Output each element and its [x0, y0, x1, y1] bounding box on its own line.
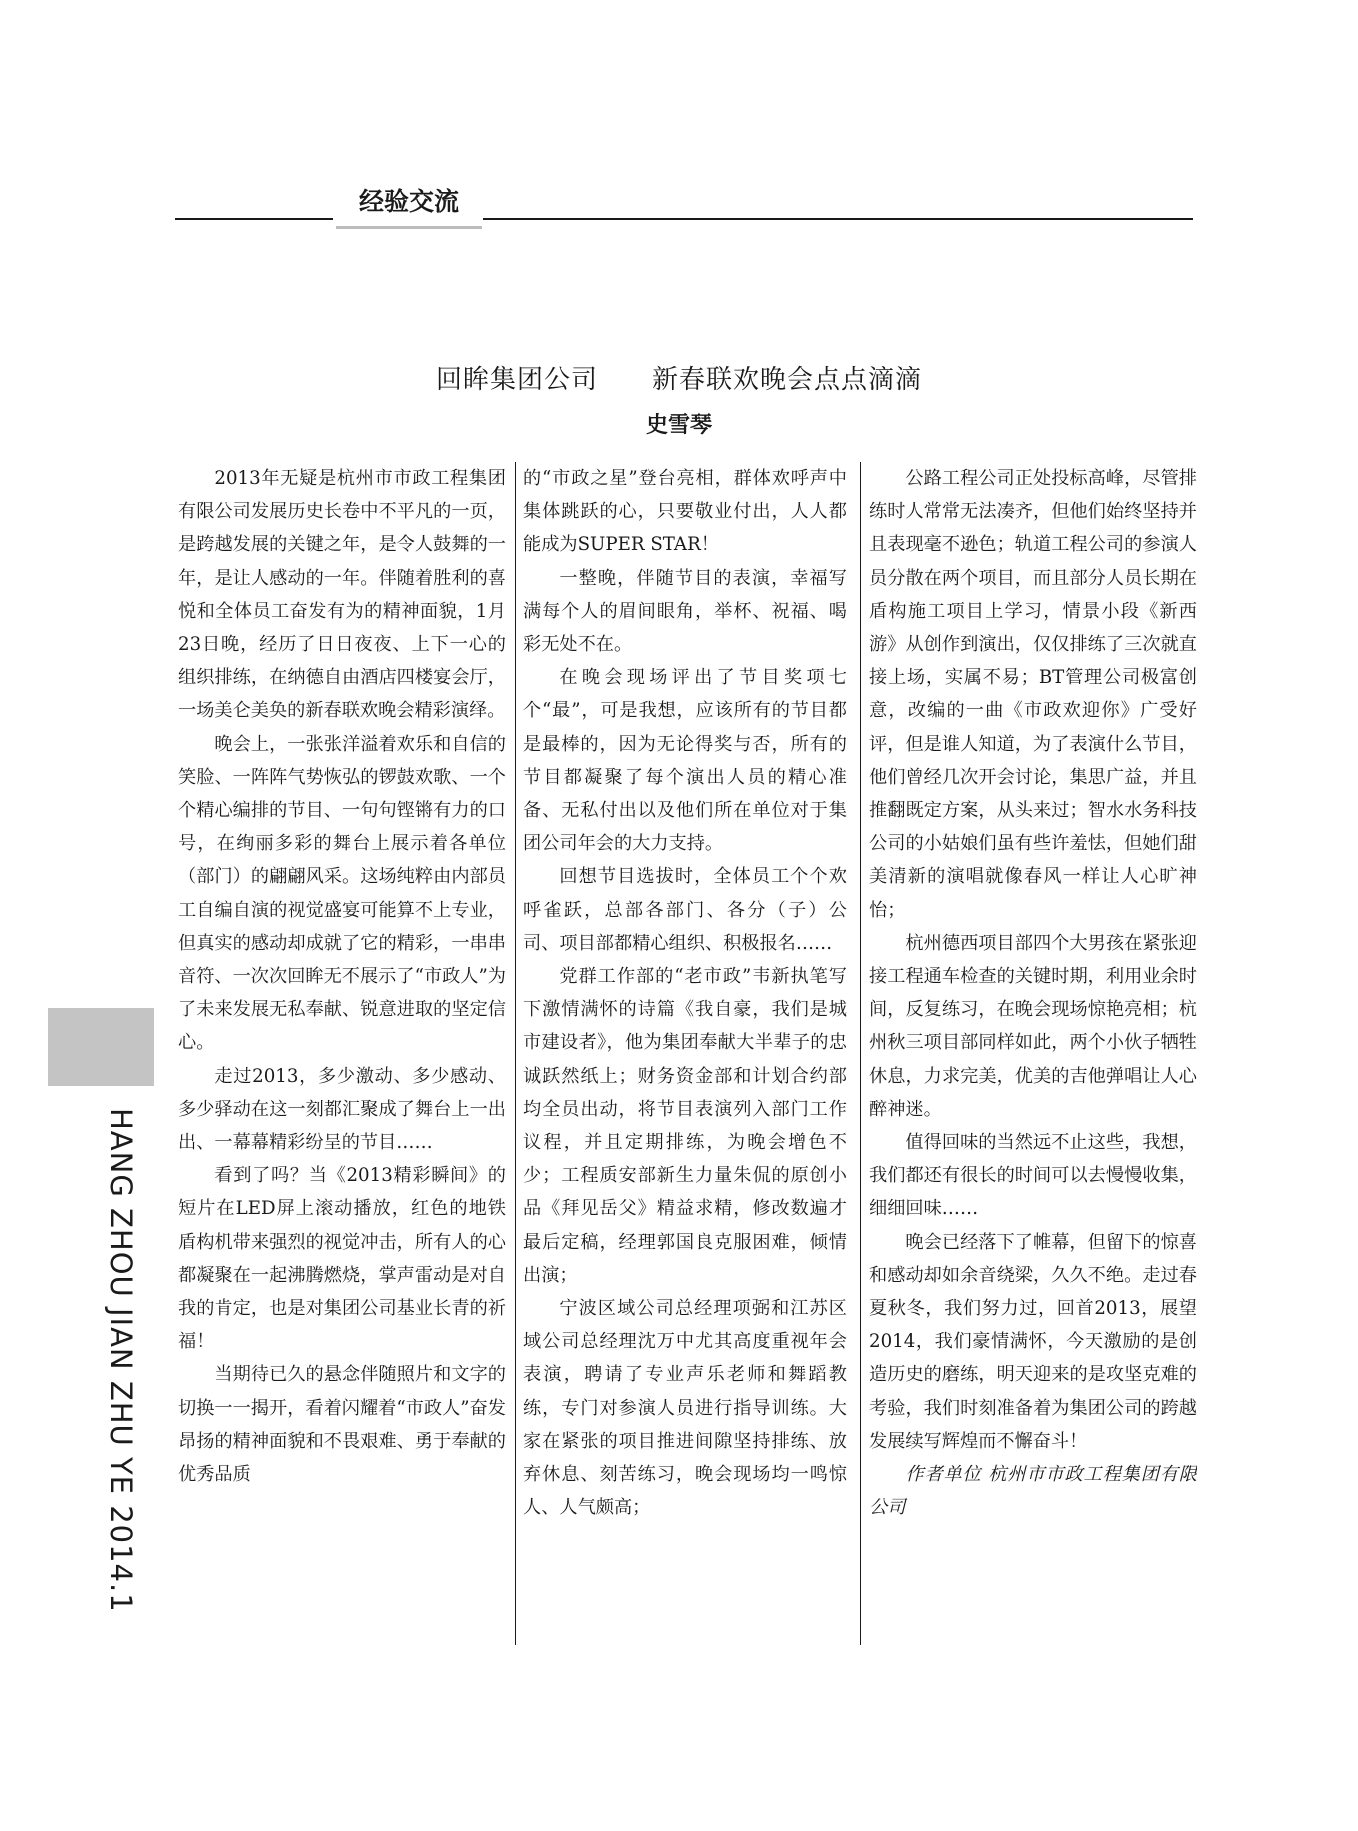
text-column-3 — [869, 462, 1197, 1647]
section-title: 经验交流 — [336, 182, 482, 229]
column-divider-2 — [860, 462, 861, 1645]
vertical-journal-label: HANG ZHOU JIAN ZHU YE 2014.1 — [104, 1108, 138, 1613]
paragraph-continued: 的“市政之星”登台亮相，群体欢呼声中集体跳跃的心，只要敬业付出，人人都能成为SUPER STAR！ — [523, 468, 847, 556]
paragraph: 晚会已经落下了帷幕，但留下的惊喜和感动却如余音绕梁，久久不绝。走过春夏秋冬，我们努力过，回首2013，展望2014，我们豪情满怀，今天激励的是创造历史的磨练，明天迎来的是攻坚克难的考验，我们时刻准备着为集团公司的跨越发展续写辉煌而不懈奋斗！ — [869, 1231, 1197, 1452]
paragraph: 杭州德西项目部四个大男孩在紧张迎接工程通车检查的关键时期，利用业余时间，反复练习，在晚会现场惊艳亮相；杭州秋三项目部同样如此，两个小伙子牺牲休息，力求完美，优美的吉他弹唱让人心醉神迷。 — [869, 932, 1197, 1120]
paragraph: 当期待已久的悬念伴随照片和文字的切换一一揭开，看着闪耀着“市政人”奋发昂扬的精神面貌和不畏艰难、勇于奉献的优秀品质 — [178, 1364, 506, 1486]
author-affiliation: 作者单位 杭州市市政工程集团有限公司 — [869, 1464, 1197, 1519]
paragraph: 晚会上，一张张洋溢着欢乐和自信的笑脸、一阵阵气势恢弘的锣鼓欢歌、一个个精心编排的节目、一句句铿锵有力的口号，在绚丽多彩的舞台上展示着各单位（部门）的翩翩风采。这场纯粹由内部员工自编自演的视觉盛宴可能算不上专业，但真实的感动却成就了它的精彩，一串串音符、一次次回眸无不展示了“市政人”为了未来发展无私奉献、锐意进取的坚定信心。 — [178, 733, 506, 1054]
header-rule-left — [175, 218, 333, 220]
article-author: 史雪琴 — [645, 413, 712, 438]
paragraph: 走过2013，多少激动、多少感动、多少驿动在这一刻都汇聚成了舞台上一出出、一幕幕精彩纷呈的节目…… — [178, 1065, 506, 1154]
header-rule-right — [483, 218, 1193, 220]
paragraph: 看到了吗？当《2013精彩瞬间》的短片在LED屏上滚动播放，红色的地铁盾构机带来强烈的视觉冲击，所有人的心都凝聚在一起沸腾燃烧，掌声雷动是对自我的肯定，也是对集团公司基业长青的祈福！ — [178, 1165, 506, 1353]
text-column-1 — [178, 462, 506, 1647]
paragraph: 值得回味的当然远不止这些，我想，我们都还有很长的时间可以去慢慢收集，细细回味…… — [869, 1132, 1197, 1220]
paragraph: 公路工程公司正处投标高峰，尽管排练时人常常无法凑齐，但他们始终坚持并且表现毫不逊色；轨道工程公司的参演人员分散在两个项目，而且部分人员长期在盾构施工项目上学习，情景小段《新西游》从创作到演出，仅仅排练了三次就直接上场，实属不易；BT管理公司极富创意，改编的一曲《市政欢迎你》广受好评，但是谁人知道，为了表演什么节目，他们曾经几次开会讨论，集思广益，并且推翻既定方案，从头来过；智水水务科技公司的小姑娘们虽有些许羞怯，但她们甜美清新的演唱就像春风一样让人心旷神怡； — [869, 468, 1197, 921]
article-title: 回眸集团公司 新春联欢晚会点点滴滴 — [435, 365, 922, 395]
paragraph: 回想节目选拔时，全体员工个个欢呼雀跃，总部各部门、各分（子）公司、项目部都精心组织、积极报名…… — [523, 866, 847, 954]
paragraph: 党群工作部的“老市政”韦新执笔写下激情满怀的诗篇《我自豪，我们是城市建设者》，他为集团奉献大半辈子的忠诚跃然纸上；财务资金部和计划合约部均全员出动，将节目表演列入部门工作议程，并且定期排练，为晚会增色不少；工程质安部新生力量朱侃的原创小品《拜见岳父》精益求精，修改数遍才最后定稿，经理郭国良克服困难，倾情出演； — [523, 966, 847, 1286]
paragraph: 2013年无疑是杭州市市政工程集团有限公司发展历史长卷中不平凡的一页，是跨越发展的关键之年，是令人鼓舞的一年，是让人感动的一年。伴随着胜利的喜悦和全体员工奋发有为的精神面貌，1月23日晚，经历了日日夜夜、上下一心的组织排练，在纳德自由酒店四楼宴会厅，一场美仑美奂的新春联欢晚会精彩演绎。 — [178, 468, 506, 722]
paragraph: 一整晚，伴随节目的表演，幸福写满每个人的眉间眼角，举杯、祝福、喝彩无处不在。 — [523, 567, 847, 656]
text-column-2 — [523, 462, 847, 1647]
paragraph: 宁波区域公司总经理项弼和江苏区域公司总经理沈万中尤其高度重视年会表演，聘请了专业声乐老师和舞蹈教练，专门对参演人员进行指导训练。大家在紧张的项目推进间隙坚持排练、放弃休息、刻苦练习，晚会现场均一鸣惊人、人气颇高； — [523, 1298, 847, 1519]
side-gray-block — [48, 1008, 154, 1086]
column-divider-1 — [515, 462, 516, 1645]
paragraph: 在晚会现场评出了节目奖项七个“最”，可是我想，应该所有的节目都是最棒的，因为无论得奖与否，所有的节目都凝聚了每个演出人员的精心准备、无私付出以及他们所在单位对于集团公司年会的大力支持。 — [523, 667, 847, 855]
